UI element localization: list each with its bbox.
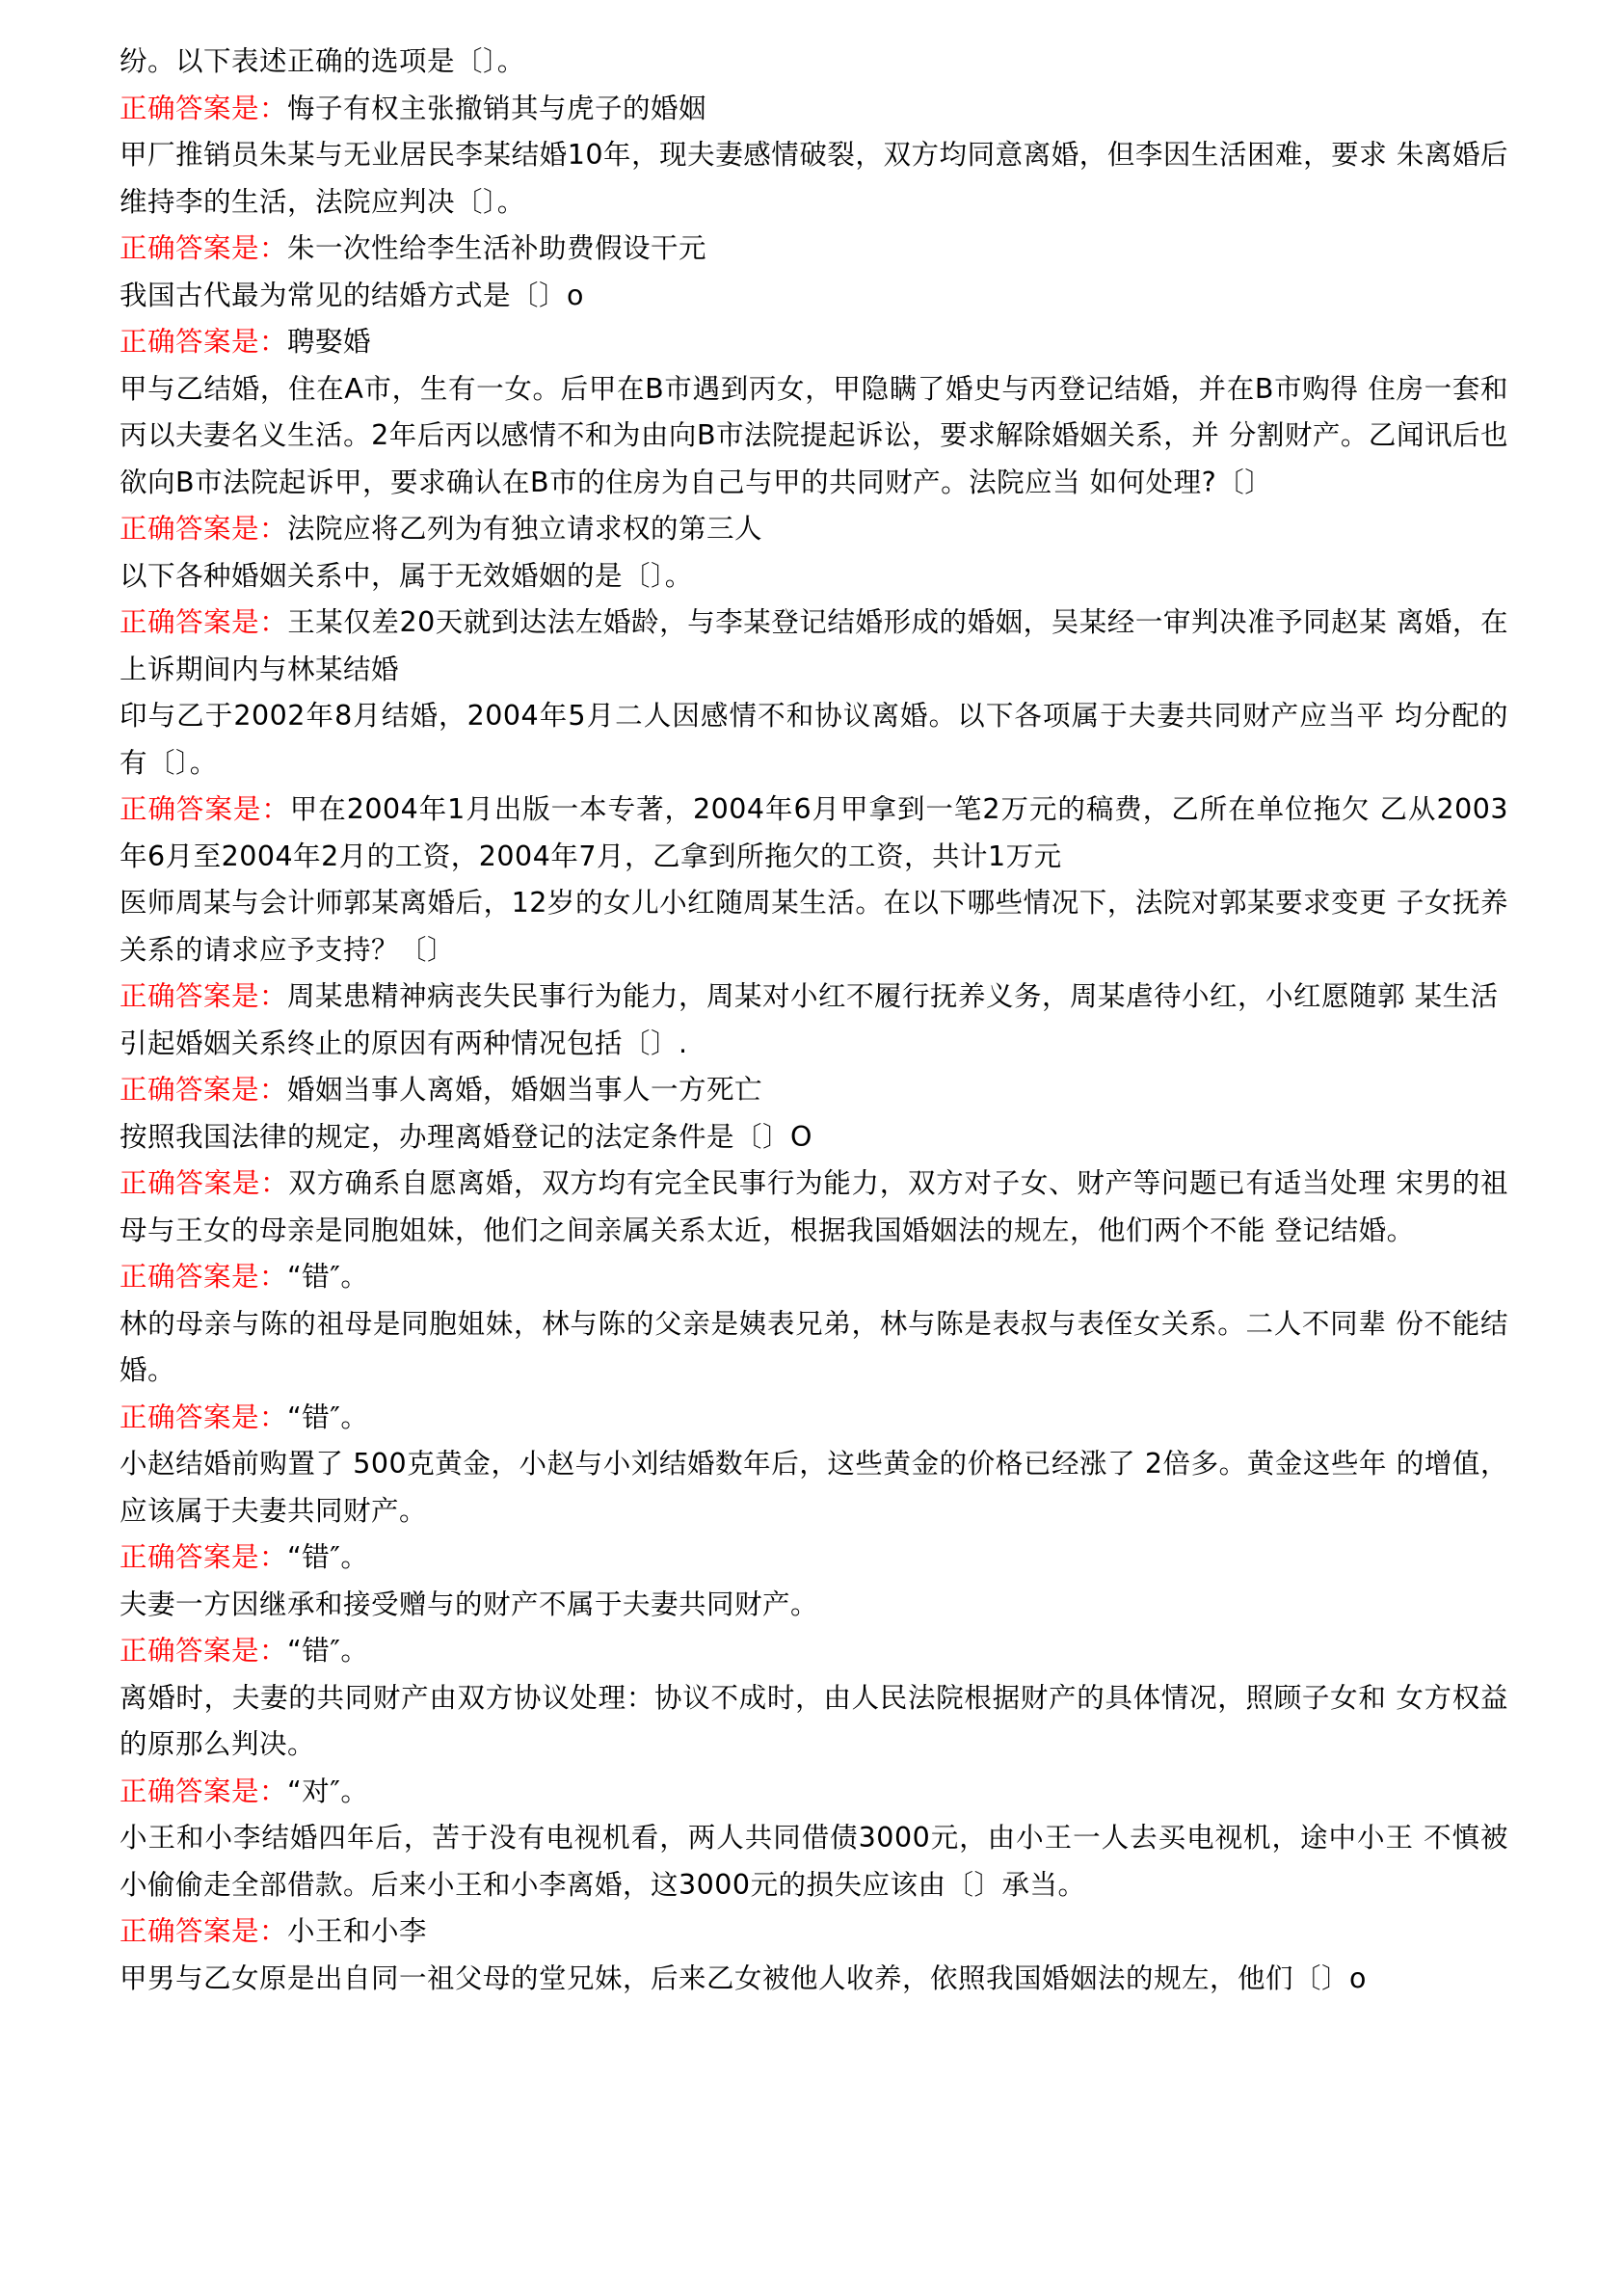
- answer-label: 正确答案是：: [120, 793, 290, 825]
- question-text: 引起婚姻关系终止的原因有两种情况包括〔〕.: [120, 1027, 688, 1059]
- answer-text: 双方确系自愿离婚，双方均有完全民事行为能力，双方对子女、财产等问题已有适当处理 宋男的祖母与王女的母亲是同胞姐妹，他们之间亲属关系太近，根据我国婚姻法的规左，他们两个不能 登记结婚。: [120, 1167, 1508, 1246]
- answer-text: 悔子有权主张撤销其与虎子的婚姻: [287, 92, 707, 124]
- answer-label: 正确答案是：: [120, 1401, 288, 1433]
- answer-line: [120, 1067, 1508, 1114]
- answer-text: 聘娶婚: [287, 326, 372, 358]
- answer-line: [120, 86, 1508, 133]
- question-text: 甲与乙结婚，住在A市，生有一女。后甲在B市遇到丙女，甲隐瞒了婚史与丙登记结婚，并在B市购得 住房一套和丙以夫妻名义生活。2年后丙以感情不和为由向B市法院提起诉讼，要求解除婚姻关系，并 分割财产。乙闻讯后也欲向B市法院起诉甲，要求确认在B市的住房为自己与甲的共同财产。法院应当 如何处理?〔〕: [120, 372, 1508, 498]
- answer-line: [120, 787, 1508, 880]
- answer-label: 正确答案是：: [120, 92, 288, 124]
- answer-line: [120, 1769, 1508, 1816]
- question-text: 小赵结婚前购置了 500克黄金，小赵与小刘结婚数年后，这些黄金的价格已经涨了 2倍多。黄金这些年 的增值，应该属于夫妻共同财产。: [120, 1448, 1508, 1527]
- question-text: 甲男与乙女原是出自同一祖父母的堂兄妹，后来乙女被他人收养，依照我国婚姻法的规左，他们〔〕o: [120, 1961, 1367, 1994]
- answer-line: [120, 226, 1508, 273]
- answer-text: “错″。: [287, 1541, 369, 1573]
- answer-label: 正确答案是：: [120, 1775, 288, 1807]
- answer-text: 法院应将乙列为有独立请求权的第三人: [287, 513, 763, 545]
- question-text: 小王和小李结婚四年后，苦于没有电视机看，两人共同借债3000元，由小王一人去买电视机，途中小王 不慎被小偷偷走全部借款。后来小王和小李离婚，这3000元的损失应该由〔〕承当。: [120, 1822, 1508, 1901]
- answer-text: “错″。: [287, 1261, 369, 1293]
- answer-text: 甲在2004年1月出版一本专著，2004年6月甲拿到一笔2万元的稿费，乙所在单位拖欠 乙从2003年6月至2004年2月的工资，2004年7月，乙拿到所拖欠的工资，共计1万元: [120, 793, 1508, 872]
- answer-text: 周某患精神病丧失民事行为能力，周某对小红不履行抚养义务，周某虐待小红，小红愿随郭 某生活: [287, 980, 1499, 1012]
- answer-text: 小王和小李: [287, 1915, 428, 1947]
- question-text: 医师周某与会计师郭某离婚后，12岁的女儿小红随周某生活。在以下哪些情况下，法院对郭某要求变更 子女抚养关系的请求应予支持？〔〕: [120, 887, 1508, 966]
- question-text: 我国古代最为常见的结婚方式是〔〕o: [120, 279, 584, 311]
- answer-text: “对″。: [287, 1775, 369, 1807]
- answer-line: [120, 974, 1508, 1021]
- answer-text: 朱一次性给李生活补助费假设干元: [287, 232, 707, 264]
- question-text: 林的母亲与陈的祖母是同胞姐妹，林与陈的父亲是姨表兄弟，林与陈是表叔与表侄女关系。二人不同辈 份不能结婚。: [120, 1307, 1508, 1386]
- question-text: 按照我国法律的规定，办理离婚登记的法定条件是〔〕O: [120, 1120, 812, 1153]
- answer-label: 正确答案是：: [120, 513, 288, 545]
- answer-line: [120, 1628, 1508, 1675]
- question-text: 以下各种婚姻关系中，属于无效婚姻的是〔〕。: [120, 559, 693, 592]
- answer-text: 婚姻当事人离婚，婚姻当事人一方死亡: [287, 1074, 763, 1106]
- answer-label: 正确答案是：: [120, 232, 288, 264]
- answer-line: [120, 1395, 1508, 1442]
- answer-line: [120, 319, 1508, 366]
- answer-label: 正确答案是：: [120, 1915, 288, 1947]
- answer-label: 正确答案是：: [120, 606, 288, 638]
- answer-label: 正确答案是：: [120, 326, 288, 358]
- answer-label: 正确答案是：: [120, 1541, 288, 1573]
- answer-text: 王某仅差20天就到达法左婚龄，与李某登记结婚形成的婚姻，吴某经一审判决准予同赵某 离婚，在上诉期间内与林某结婚: [120, 606, 1508, 685]
- answer-line: [120, 1534, 1508, 1582]
- answer-line: [120, 506, 1508, 553]
- answer-label: 正确答案是：: [120, 1635, 288, 1667]
- answer-label: 正确答案是：: [120, 980, 288, 1012]
- answer-label: 正确答案是：: [120, 1074, 288, 1106]
- answer-label: 正确答案是：: [120, 1167, 289, 1199]
- question-text: 纷。以下表述正确的选项是〔〕。: [120, 45, 525, 77]
- answer-line: [120, 1161, 1508, 1254]
- question-text: 甲厂推销员朱某与无业居民李某结婚10年，现夫妻感情破裂，双方均同意离婚，但李因生活困难，要求 朱离婚后维持李的生活，法院应判决〔〕。: [120, 139, 1508, 218]
- answer-text: “错″。: [287, 1635, 369, 1667]
- question-text: 离婚时，夫妻的共同财产由双方协议处理：协议不成时，由人民法院根据财产的具体情况，照顾子女和 女方权益的原那么判决。: [120, 1681, 1508, 1760]
- question-text: 印与乙于2002年8月结婚，2004年5月二人因感情不和协议离婚。以下各项属于夫妻共同财产应当平 均分配的有〔〕。: [120, 700, 1508, 779]
- answer-label: 正确答案是：: [120, 1261, 288, 1293]
- answer-text: “错″。: [287, 1401, 369, 1433]
- question-text: 夫妻一方因继承和接受赠与的财产不属于夫妻共同财产。: [120, 1588, 819, 1620]
- answer-line: [120, 600, 1508, 693]
- answer-line: [120, 1908, 1508, 1956]
- answer-line: [120, 1254, 1508, 1301]
